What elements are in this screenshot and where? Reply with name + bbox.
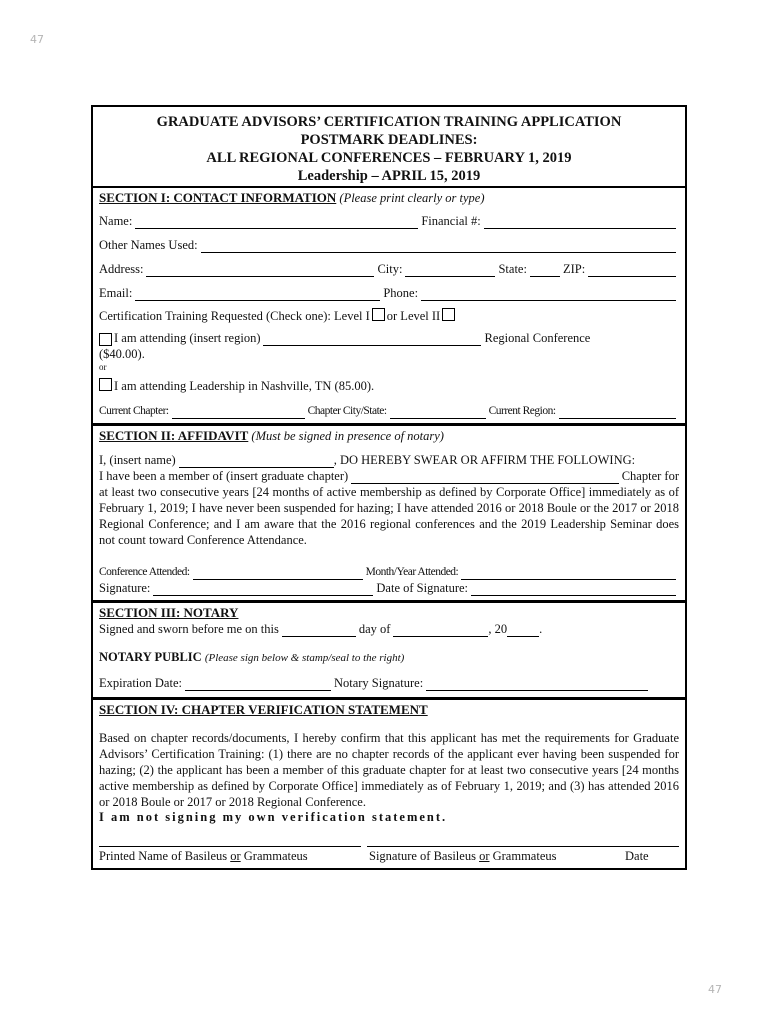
verification-statement: Based on chapter records/documents, I hereby confirm that this applicant has met the requirements for Graduate Advisors’ Certification Training: (1) there are no chapter records of the applicant ever having been suspended for hazing; (2) the applicant has been a member of this graduate chapter for at least two consecutive years [24 months active membership as defined by Corporate Office] immediately as of February 1, 2019; and (3) has attended 2016 or 2018 Boule or 2017 or 2018 Regional Conference. [99,731,679,809]
section4-title: SECTION IV: CHAPTER VERIFICATION STATEMENT [99,702,428,717]
year-field[interactable] [507,625,539,637]
section1-note: (Please print clearly or type) [339,191,485,205]
address-field[interactable] [146,265,374,277]
state-field[interactable] [530,265,560,277]
date-of-signature-label: Date of Signature: [376,581,469,595]
day-field[interactable] [282,625,356,637]
email-label: Email: [99,286,133,300]
year-suffix: . [539,622,543,636]
month-year-field[interactable] [461,568,676,580]
affidavit-statement: at least two consecutive years [24 months of active membership as defined by Corporate Office] immediately as of February 1, 2019; I have never been suspended for hazing; I have attended 2016 or 2018 Boule or the 2017 or 2018 Regional Conference; and I am aware that the 2016 regional conferences and the 2019 Leadership Seminar does not count toward Conference Attendance. [99,485,679,547]
expiration-field[interactable] [185,679,331,691]
leadership-deadline: Leadership – APRIL 15, 2019 [297,168,481,184]
phone-label: Phone: [383,286,419,300]
year-prefix: , 20 [488,622,508,636]
notary-signature-label: Notary Signature: [333,676,424,690]
deadline-heading: POSTMARK DEADLINES: [300,132,478,148]
level2-label: or Level II [386,309,441,323]
affiant-name-label: I, (insert name) [99,453,176,467]
current-chapter-field[interactable] [172,407,305,419]
not-signing-statement: I am not signing my own verification statement. [99,810,448,824]
printed-name-field[interactable] [99,835,361,847]
signature-field[interactable] [153,584,373,596]
attending-leadership-label: I am attending Leadership in Nashville, TN (85.00). [114,379,375,393]
month-year-label: Month/Year Attended: [365,566,459,578]
form-title: GRADUATE ADVISORS’ CERTIFICATION TRAINING APPLICATION [156,114,622,130]
or-divider: or [99,362,107,372]
form-header [93,107,685,188]
current-region-field[interactable] [559,407,676,419]
level2-checkbox[interactable] [442,308,455,321]
day-of-label: day of [358,622,391,636]
graduate-chapter-field[interactable] [351,472,619,484]
basileus-signature-field[interactable] [367,835,679,847]
regional-checkbox[interactable] [99,333,112,346]
cert-requested-label: Certification Training Requested (Check one): Level I [99,309,370,323]
section-affidavit [93,426,685,603]
regional-deadline: ALL REGIONAL CONFERENCES – FEBRUARY 1, 2019 [206,150,572,166]
section-notary [93,603,685,700]
signature-label: Signature: [99,581,151,595]
notary-signature-field[interactable] [426,679,648,691]
affiant-name-field[interactable] [179,456,334,468]
section2-title: SECTION II: AFFIDAVIT [99,428,249,443]
application-form [91,105,687,870]
swear-affirm-text: , DO HEREBY SWEAR OR AFFIRM THE FOLLOWING: [333,453,636,467]
phone-field[interactable] [421,289,676,301]
page-number-bottom: 47 [708,983,722,996]
section-contact-information [93,188,685,426]
signed-sworn-label: Signed and sworn before me on this [99,622,279,636]
city-field[interactable] [405,265,495,277]
state-label: State: [498,262,527,276]
leadership-checkbox[interactable] [99,378,112,391]
expiration-label: Expiration Date: [99,676,182,690]
date-caption: Date [625,849,649,863]
other-names-field[interactable] [201,241,676,253]
attending-region-label: I am attending (insert region) [114,331,261,345]
conference-attended-field[interactable] [193,568,363,580]
section2-note: (Must be signed in presence of notary) [251,429,444,443]
name-label: Name: [99,214,133,228]
region-field[interactable] [263,334,481,346]
financial-label: Financial #: [421,214,481,228]
financial-number-field[interactable] [484,217,676,229]
chapter-city-field[interactable] [390,407,486,419]
member-of-label: I have been a member of (insert graduate chapter) [99,469,349,483]
notary-public-label: NOTARY PUBLIC [99,650,202,664]
chapter-for-label: Chapter for [621,469,679,483]
month-field[interactable] [393,625,488,637]
zip-label: ZIP: [562,262,586,276]
section1-title: SECTION I: CONTACT INFORMATION [99,190,337,205]
zip-field[interactable] [588,265,676,277]
address-label: Address: [99,262,144,276]
section-chapter-verification [93,700,685,868]
current-region-label: Current Region: [488,405,556,417]
name-field[interactable] [135,217,418,229]
page-number-top: 47 [30,33,44,46]
signature-caption: Signature of Basileus or Grammateus [369,849,557,863]
date-of-signature-field[interactable] [471,584,676,596]
current-chapter-label: Current Chapter: [99,405,169,417]
notary-note: (Please sign below & stamp/seal to the right) [204,652,405,664]
regional-fee: ($40.00). [99,347,145,361]
chapter-city-label: Chapter City/State: [307,405,387,417]
conference-attended-label: Conference Attended: [99,566,190,578]
regional-conference-label: Regional Conference [484,331,591,345]
other-names-label: Other Names Used: [99,238,198,252]
email-field[interactable] [135,289,380,301]
printed-name-caption: Printed Name of Basileus or Grammateus [99,849,308,863]
city-label: City: [377,262,403,276]
level1-checkbox[interactable] [372,308,385,321]
section3-title: SECTION III: NOTARY [99,605,239,620]
